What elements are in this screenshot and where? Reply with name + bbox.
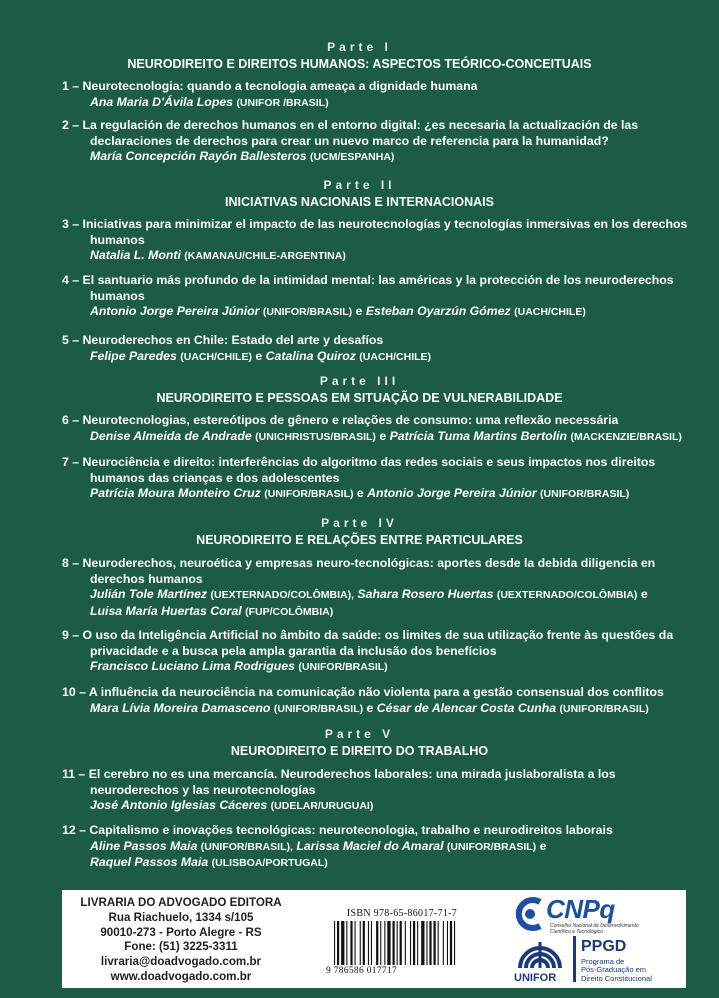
chapter-title [62,556,692,587]
part-title: INICIATIVAS NACIONAIS E INTERNACIONAIS [225,195,494,209]
ppgd-divider [573,936,576,982]
chapter-title [62,767,692,798]
barcode-bar [363,921,365,965]
author-affiliation: (UACH/CHILE) [514,306,586,318]
part-1-heading [0,40,719,72]
author-name: Catalina Quiroz [265,348,360,363]
chapter-authors [62,95,692,112]
chapter-title-text: Neurotecnologia: quando a tecnologia ameaça a dignidade humana [82,79,478,93]
chapter-entry [62,273,692,321]
author-affiliation: (UCM/ESPANHA) [310,151,395,163]
chapter-entry [62,333,692,365]
part-3-heading [0,374,719,406]
isbn-text: ISBN 978-65-86017-71-7 [346,908,458,919]
author-separator: e [375,428,390,443]
barcode-icon [322,919,482,967]
barcode-bar [434,921,436,965]
chapter-title [62,79,692,95]
chapter-entry [62,628,692,676]
author-affiliation: (FUP/COLÔMBIA) [245,605,334,618]
chapter-title-text: Capitalismo e inovações tecnológicas: neurotecnologia, trabalho e neurodireitos laborais [89,823,613,837]
author-name: César de Alencar Costa Cunha [376,700,560,715]
barcode-bar [426,921,427,965]
ppgd-subtitle [581,958,652,983]
author-affiliation: (UNIFOR/BRASIL) [262,306,353,318]
cnpq-subtitle [550,923,639,935]
chapter-authors [62,587,692,604]
ppgd-subtitle-line-2: Pós-Graduação em [581,965,647,975]
author-name: Natalia L. Monti [90,248,185,262]
author-name: Antonio Jorge Pereira Júnior [367,486,541,500]
author-affiliation: (UACH/CHILE) [180,350,252,363]
chapter-title [62,628,692,659]
barcode-bar [400,921,402,965]
chapter-number: 9 – [62,628,80,642]
barcode-bar [417,921,418,965]
author-affiliation: (UNIFOR/BRASIL), [200,840,293,853]
barcode-bar [421,921,424,965]
author-affiliation: (UNICHRISTUS/BRASIL) [255,430,376,443]
barcode-bar [393,921,395,965]
isbn-barcode [322,908,482,976]
barcode-bar [350,921,352,965]
author-name: Patrícia Moura Monteiro Cruz [90,486,265,500]
author-affiliation: (UNIFOR/BRASIL) [298,661,388,673]
barcode-bar [429,921,431,965]
barcode-bar [384,921,385,965]
chapter-number: 2 – [62,118,80,132]
author-separator: e [536,838,547,853]
chapter-number: 1 – [62,79,80,93]
author-separator: e [637,587,648,601]
chapter-authors [62,486,692,503]
author-affiliation: (KAMANAU/CHILE-ARGENTINA) [184,250,346,262]
part-title: NEURODIREITO E RELAÇÕES ENTRE PARTICULARES [196,533,523,547]
author-affiliation: (UACH/CHILE) [359,350,432,363]
chapter-title [62,333,692,349]
chapter-title-text: Neuroderechos en Chile: Estado del arte y desafíos [82,333,384,347]
chapter-title-text: A influência da neurociência na comunicação não violenta para a gestão consensual dos conflitos [88,685,664,699]
barcode-bar [380,921,381,965]
chapter-number: 3 – [62,217,80,231]
author-separator: e [363,700,377,715]
chapter-title-text: Iniciativas para minimizar el impacto de las neurotecnologías y tecnologías inmersivas en los derechos humanos [82,217,688,247]
chapter-entry [62,685,692,717]
author-name: Sahara Rosero Huertas [357,587,497,601]
author-affiliation: (MACKENZIE/BRASIL) [570,430,682,443]
barcode-bar [376,921,378,965]
barcode-digits: 9 786586 017717 [326,966,397,976]
barcode-bar [341,921,344,965]
barcode-bar [387,921,390,965]
chapter-number: 7 – [62,455,80,469]
chapter-title [62,413,692,429]
cnpq-wordmark: CNPq [546,894,615,924]
author-affiliation: (UNIFOR/BRASIL) [540,488,630,500]
part-4-heading [0,516,719,548]
author-name: Aline Passos Maia [90,838,201,853]
author-name: Felipe Paredes [90,348,181,363]
chapter-authors [62,701,692,718]
chapter-authors [62,839,692,856]
barcode-bar [360,921,361,965]
author-name: Raquel Passos Maia [90,855,212,869]
unifor-emblem-icon [512,936,568,970]
chapter-entry [62,556,692,620]
chapter-authors [62,659,692,676]
barcode-bar [371,921,372,965]
author-affiliation: (UNIFOR/BRASIL) [264,488,354,500]
chapter-entry [62,767,692,815]
author-name: Esteban Oyarzún Gómez [365,304,515,318]
author-affiliation: (UNIFOR/BRASIL) [273,702,364,715]
author-name: Denise Almeida de Andrade [90,428,256,443]
cnpq-emblem-icon [510,896,550,932]
part-title: NEURODIREITO E PESSOAS EM SITUAÇÃO DE VULNERABILIDADE [156,391,563,405]
chapter-authors [62,149,692,166]
barcode-bar [447,921,448,965]
chapter-number: 8 – [62,556,80,570]
chapter-title [62,118,692,149]
chapter-title-text: La regulación de derechos humanos en el entorno digital: ¿es necesaria la actualización de las declaraciones de derechos para crear un nuevo marco de referencia para la humanidad? [82,118,639,148]
part-title: NEURODIREITO E DIREITO DO TRABALHO [230,744,489,758]
author-affiliation: (UNIFOR/BRASIL) [559,702,649,715]
author-name: María Concepción Rayón Ballesteros [90,149,311,163]
footer-panel [62,890,686,988]
barcode-bar [450,921,452,965]
ppgd-logo [573,936,681,984]
part-label: Parte IV [321,516,398,530]
ppgd-subtitle-line-3: Direito Constitucional [581,973,652,983]
publisher-city: 90010-273 - Porto Alegre - RS [100,925,262,939]
barcode-bar [355,921,356,965]
barcode-bar [334,921,335,965]
barcode-bar [454,921,455,965]
chapter-number: 4 – [62,273,80,287]
author-affiliation: (ULISBOA/PORTUGAL) [211,857,328,869]
barcode-bar [413,921,415,965]
chapter-entry [62,217,692,265]
cnpq-subtitle-line-2: Científico e Tecnológico [550,929,603,935]
author-affiliation: (UEXTERNADO/COLÔMBIA), [210,589,354,601]
author-name: Patrícia Tuma Martins Bertolin [389,428,571,443]
author-name: Mara Lívia Moreira Damasceno [90,700,274,715]
chapter-title-text: O uso da Inteligência Artificial no âmbito da saúde: os limites de sua utilização frente às questões da privacidade e a busca pela ampla garantia da inclusão dos benefícios [82,628,674,658]
barcode-bar [346,921,347,965]
barcode-bar [337,921,339,965]
chapter-entry [62,823,692,872]
chapter-authors [62,248,692,265]
chapter-number: 5 – [62,333,80,347]
author-separator: e [251,348,266,363]
chapter-authors [62,429,692,446]
ppgd-wordmark: PPGD [581,938,627,955]
publisher-name: LIVRARIA DO ADVOGADO EDITORA [80,896,282,909]
part-label: Parte I [327,40,392,54]
chapter-number: 11 – [62,767,86,781]
chapter-number: 10 – [62,685,86,699]
chapter-entry [62,118,692,166]
author-affiliation: (UNIFOR /BRASIL) [236,96,329,109]
chapter-entry [62,413,692,445]
part-5-heading [0,727,719,759]
publisher-website[interactable]: www.doadvogado.com.br [110,969,252,983]
author-affiliation: (UDELAR/URUGUAI) [270,800,374,812]
barcode-bar [438,921,439,965]
chapter-entry [62,455,692,503]
author-affiliation: (UNIFOR/BRASIL) [446,840,537,853]
chapter-title-text: Neurociência e direito: interferências do algoritmo das redes sociais e seus impactos nos direitos humanos das crianças e dos adolescentes [82,455,656,485]
author-separator: e [353,486,368,500]
chapter-title [62,217,692,248]
chapter-title-text: El cerebro no es una mercancía. Neuroderechos laborales: una mirada juslaboralista a los neuroderechos y las neurotecnologías [88,767,616,797]
author-name: Francisco Luciano Lima Rodrigues [90,659,299,673]
chapter-number: 6 – [62,413,80,427]
chapter-title [62,823,692,839]
author-name: José Antonio Iglesias Cáceres [90,798,271,812]
barcode-bar [410,921,411,965]
author-separator: e [352,304,366,318]
part-2-heading [0,178,719,210]
publisher-block [76,896,286,985]
author-name: Luisa María Huertas Coral [90,603,246,618]
chapter-authors [62,604,692,621]
barcode-bar [443,921,444,965]
barcode-bar [405,921,406,965]
chapter-title-text: Neurotecnologias, estereótipos de gênero e relações de consumo: uma reflexão necessária [82,413,619,427]
part-label: Parte V [324,727,395,741]
chapter-title-text: Neuroderechos, neuroética y empresas neuro-tecnológicas: aportes desde la debida diligencia en derechos humanos [82,556,656,586]
unifor-wordmark: UNIFOR [514,972,557,984]
barcode-bar [368,921,369,965]
part-title: NEURODIREITO E DIREITOS HUMANOS: ASPECTOS TEÓRICO-CONCEITUAIS [127,57,592,71]
unifor-logo [510,936,570,986]
chapter-authors [62,798,692,815]
chapter-entry [62,79,692,111]
chapter-authors [62,855,692,872]
chapter-title [62,273,692,304]
author-name: Antonio Jorge Pereira Júnior [90,304,263,318]
chapter-title-text: El santuario más profundo de la intimidad mental: las américas y la protección de los neuroderechos humanos [82,273,674,303]
chapter-authors [62,304,692,321]
author-name: Julián Tole Martínez [90,587,211,601]
author-name: Ana Maria D'Ávila Lopes [90,94,237,109]
author-name: Larissa Maciel do Amaral [296,838,447,853]
chapter-authors [62,349,692,366]
part-label: Parte III [319,374,400,388]
publisher-street: Rua Riachuelo, 1334 s/105 [108,910,254,924]
part-label: Parte II [323,178,396,192]
barcode-bar [397,921,398,965]
cnpq-subtitle-line-1: Conselho Nacional de Desenvolvimento [550,923,639,929]
chapter-number: 12 – [62,823,86,837]
chapter-title [62,685,692,701]
ppgd-subtitle-line-1: Programa de [581,957,625,966]
chapter-title [62,455,692,486]
publisher-phone: Fone: (51) 3225-3311 [124,940,238,954]
author-affiliation: (UEXTERNADO/COLÔMBIA) [496,589,638,601]
publisher-email[interactable]: livraria@doadvogado.com.br [100,955,262,969]
cnpq-logo [510,894,680,934]
